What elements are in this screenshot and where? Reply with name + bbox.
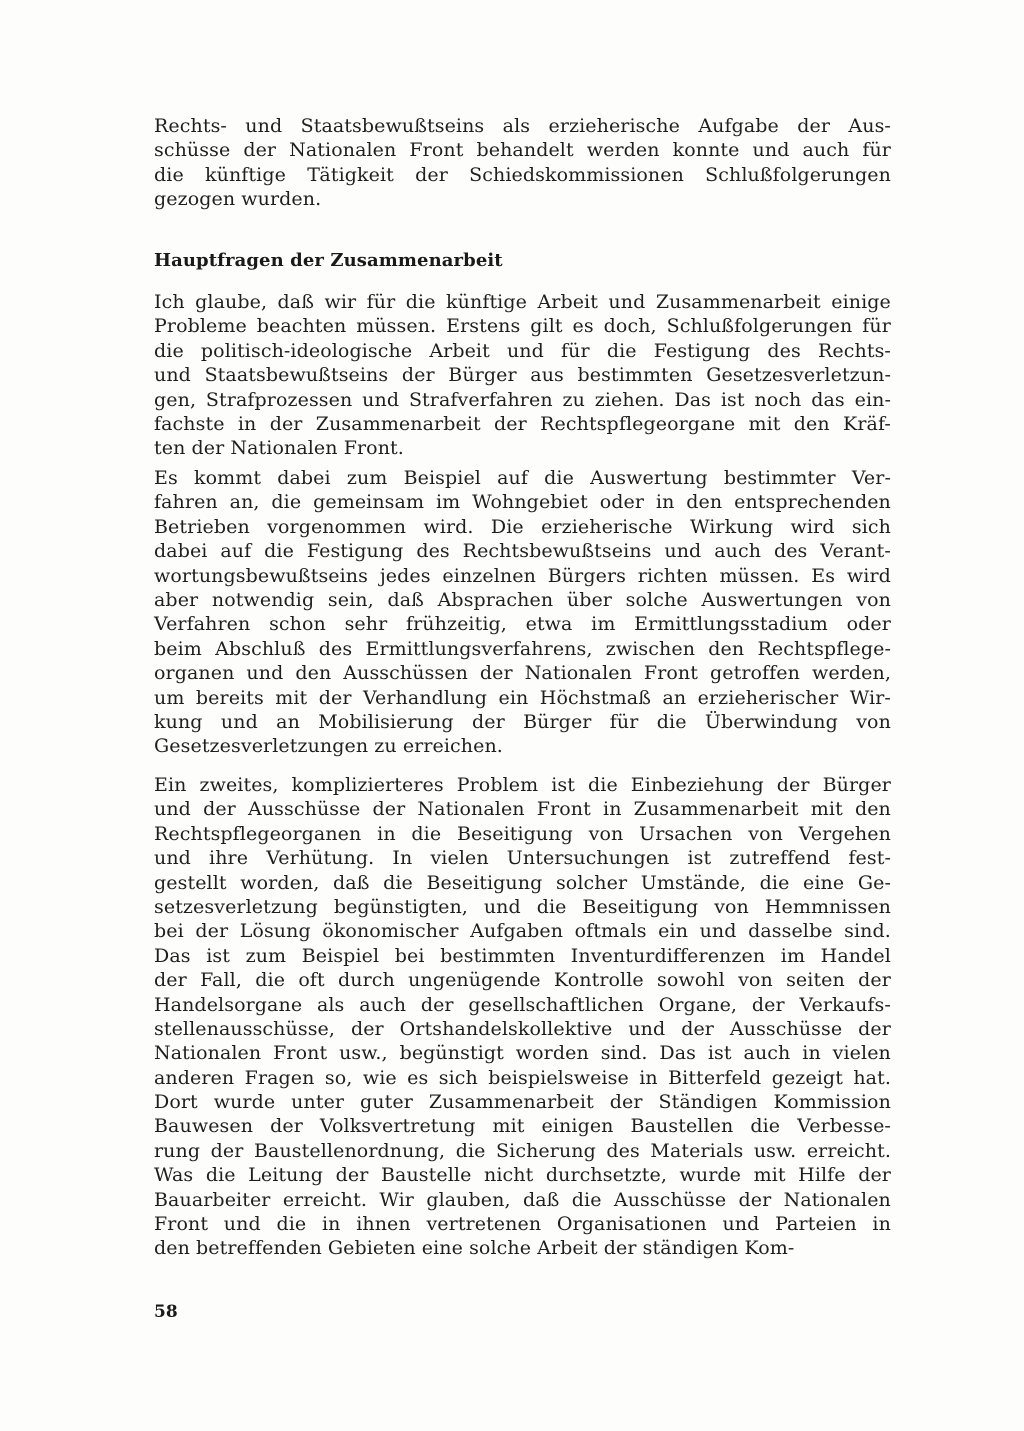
paragraph-2 (154, 466, 891, 759)
text-line: setzesverletzung begünstigten, und die Beseitigung von Hemmnissen (154, 895, 891, 918)
text-line: Es kommt dabei zum Beispiel auf die Auswertung bestimmter Ver- (154, 467, 891, 489)
text-line: Betrieben vorgenommen wird. Die erzieherische Wirkung wird sich (154, 515, 891, 538)
text-line: Bauwesen der Volksvertretung mit einigen Baustellen die Verbesse- (154, 1115, 891, 1138)
text-line: dabei auf die Festigung des Rechtsbewußtseins und auch des Verant- (154, 540, 891, 563)
text-line: anderen Fragen so, wie es sich beispielsweise in Bitterfeld gezeigt hat. (154, 1066, 891, 1089)
text-line: Was die Leitung der Baustelle nicht durchsetzte, wurde mit Hilfe der (154, 1164, 891, 1187)
text-line: stellenausschüsse, der Ortshandelskollektive und der Ausschüsse der (154, 1017, 891, 1040)
text-line: kung und an Mobilisierung der Bürger für die Überwindung von (154, 710, 891, 733)
text-line: rung der Baustellenordnung, die Sicherung des Materials usw. erreicht. (154, 1139, 891, 1162)
paragraph-continuation (154, 114, 891, 212)
text-line: Dort wurde unter guter Zusammenarbeit der Ständigen Kommission (154, 1091, 891, 1114)
text-line: und ihre Verhütung. In vielen Untersuchungen ist zutreffend fest- (154, 847, 891, 870)
text-line: ten der Nationalen Front. (154, 437, 404, 460)
text-line: Das ist zum Beispiel bei bestimmten Inventurdifferenzen im Handel (154, 944, 891, 967)
text-line: Rechts- und Staatsbewußtseins als erzieherische Aufgabe der Aus- (154, 115, 891, 137)
text-line: gestellt worden, daß die Beseitigung solcher Umstände, die eine Ge- (154, 871, 891, 894)
text-line: den betreffenden Gebieten eine solche Arbeit der ständigen Kom- (154, 1237, 795, 1260)
text-line: Bauarbeiter erreicht. Wir glauben, daß die Ausschüsse der Nationalen (154, 1188, 891, 1211)
text-line: Gesetzesverletzungen zu erreichen. (154, 735, 503, 758)
text-line: wortungsbewußtseins jedes einzelnen Bürgers richten müssen. Es wird (154, 564, 891, 587)
page-number: 58 (154, 1302, 178, 1322)
text-line: fachste in der Zusammenarbeit der Rechtspflegeorgane mit den Kräf- (154, 412, 891, 435)
text-line: aber notwendig sein, daß Absprachen über solche Auswertungen von (154, 588, 891, 611)
section-heading: Hauptfragen der Zusammenarbeit (154, 250, 503, 271)
text-line: Nationalen Front usw., begünstigt worden sind. Das ist auch in vielen (154, 1042, 891, 1065)
text-line: und Staatsbewußtseins der Bürger aus bestimmten Gesetzesverletzun- (154, 364, 891, 387)
text-line: die künftige Tätigkeit der Schiedskommissionen Schlußfolgerungen (154, 163, 891, 186)
text-line: Rechtspflegeorganen in die Beseitigung von Ursachen von Vergehen (154, 822, 891, 845)
text-line: Ich glaube, daß wir für die künftige Arbeit und Zusammenarbeit einige (154, 291, 891, 313)
text-line: fahren an, die gemeinsam im Wohngebiet oder in den entsprechenden (154, 491, 891, 514)
text-line: um bereits mit der Verhandlung ein Höchstmaß an erzieherischer Wir- (154, 686, 891, 709)
text-line: gezogen wurden. (154, 188, 322, 211)
text-line: Handelsorgane als auch der gesellschaftlichen Organe, der Verkaufs- (154, 993, 891, 1016)
text-line: bei der Lösung ökonomischer Aufgaben oftmals ein und dasselbe sind. (154, 920, 891, 943)
paragraph-3 (154, 773, 891, 1261)
paragraph-1 (154, 290, 891, 461)
text-line: schüsse der Nationalen Front behandelt werden konnte und auch für (154, 139, 891, 162)
text-line: beim Abschluß des Ermittlungsverfahrens, zwischen den Rechtspflege- (154, 637, 891, 660)
text-line: der Fall, die oft durch ungenügende Kontrolle sowohl von seiten der (154, 969, 891, 992)
text-line: Front und die in ihnen vertretenen Organisationen und Parteien in (154, 1213, 891, 1236)
text-line: Verfahren schon sehr frühzeitig, etwa im Ermittlungsstadium oder (154, 613, 891, 636)
text-line: organen und den Ausschüssen der Nationalen Front getroffen werden, (154, 662, 891, 685)
text-line: Probleme beachten müssen. Erstens gilt es doch, Schlußfolgerungen für (154, 315, 891, 338)
text-line: gen, Strafprozessen und Strafverfahren zu ziehen. Das ist noch das ein- (154, 388, 891, 411)
text-line: Ein zweites, komplizierteres Problem ist die Einbeziehung der Bürger (154, 774, 891, 796)
text-line: und der Ausschüsse der Nationalen Front in Zusammenarbeit mit den (154, 798, 891, 821)
text-line: die politisch-ideologische Arbeit und für die Festigung des Rechts- (154, 339, 891, 362)
